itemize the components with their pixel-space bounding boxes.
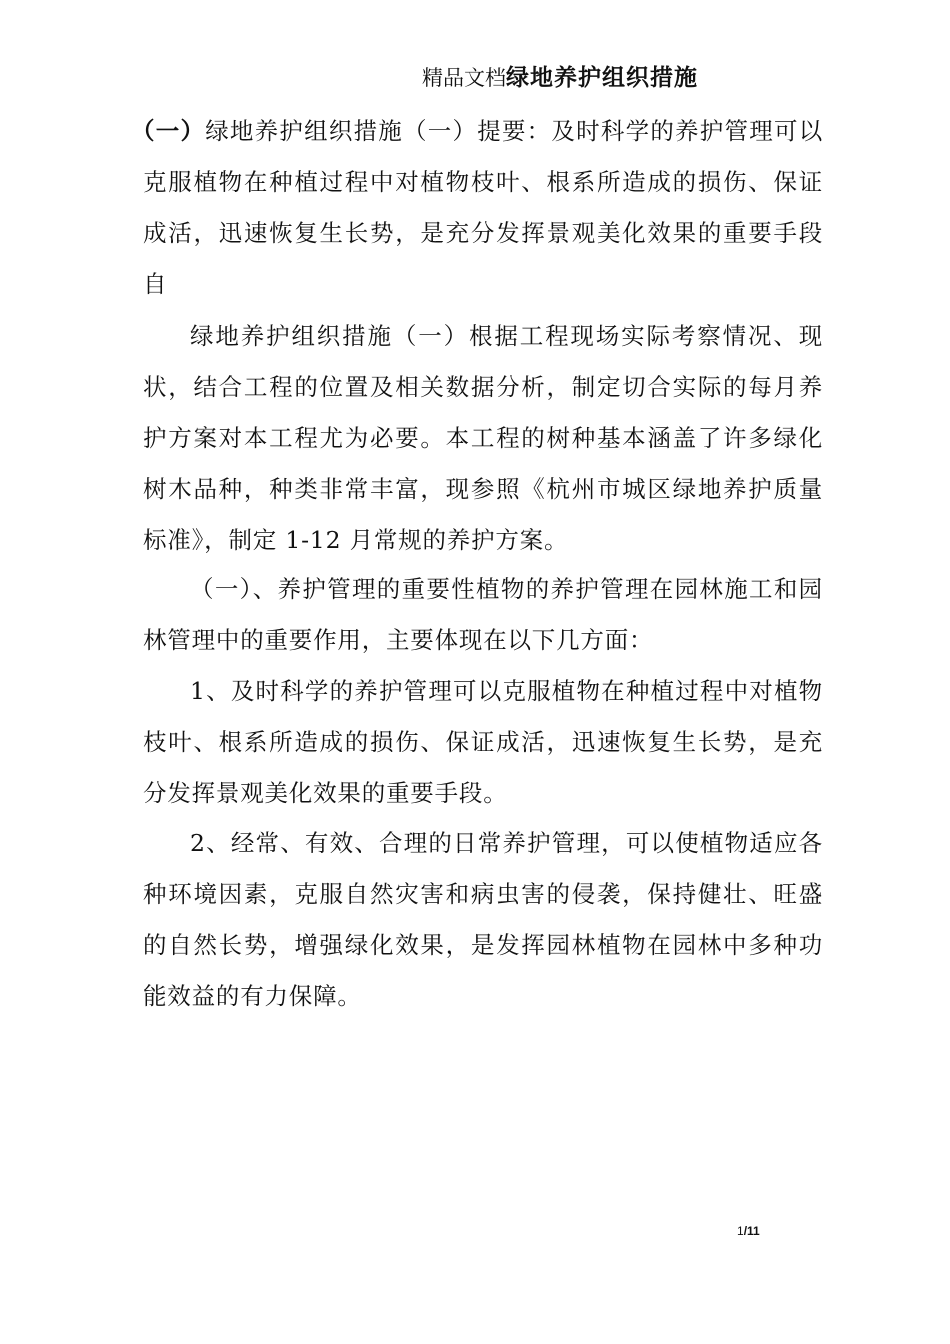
point-1-text: 1、及时科学的养护管理可以克服植物在种植过程中对植物枝叶、根系所造成的损伤、保证成活，迅速恢复生长势，是充分发挥景观美化效果的重要手段。	[143, 677, 823, 807]
intro-text: 绿地养护组织措施（一）根据工程现场实际考察情况、现状，结合工程的位置及相关数据分析，制定切合实际的每月养护方案对本工程尤为必要。本工程的树种基本涵盖了许多绿化树木品种，种类非常丰富，现参照《杭州市城区绿地养护质量标准》，制定 1-12 月常规的养护方案。	[143, 322, 823, 554]
header-prefix: 精品文档	[422, 66, 506, 90]
paragraph-point-2	[143, 818, 823, 1022]
current-page: 1	[737, 1224, 744, 1238]
total-pages: /11	[743, 1224, 760, 1238]
importance-text: （一）、养护管理的重要性植物的养护管理在园林施工和园林管理中的重要作用，主要体现在以下几方面：	[143, 575, 823, 654]
page-header	[422, 58, 842, 99]
paragraph-importance	[143, 564, 823, 666]
paragraph-point-1	[143, 666, 823, 819]
point-2-text: 2、经常、有效、合理的日常养护管理，可以使植物适应各种环境因素，克服自然灾害和病虫害的侵袭，保持健壮、旺盛的自然长势，增强绿化效果，是发挥园林植物在园林中多种功能效益的有力保障。	[143, 829, 823, 1010]
paragraph-summary	[131, 106, 824, 310]
paragraph-intro	[143, 311, 823, 566]
summary-text: 绿地养护组织措施（一）提要：及时科学的养护管理可以克服植物在种植过程中对植物枝叶、根系所造成的损伤、保证成活，迅速恢复生长势，是充分发挥景观美化效果的重要手段自	[143, 117, 824, 298]
document-title: 绿地养护组织措施	[506, 65, 698, 91]
page-number	[737, 1224, 760, 1238]
section-lead: （一）	[131, 117, 206, 145]
